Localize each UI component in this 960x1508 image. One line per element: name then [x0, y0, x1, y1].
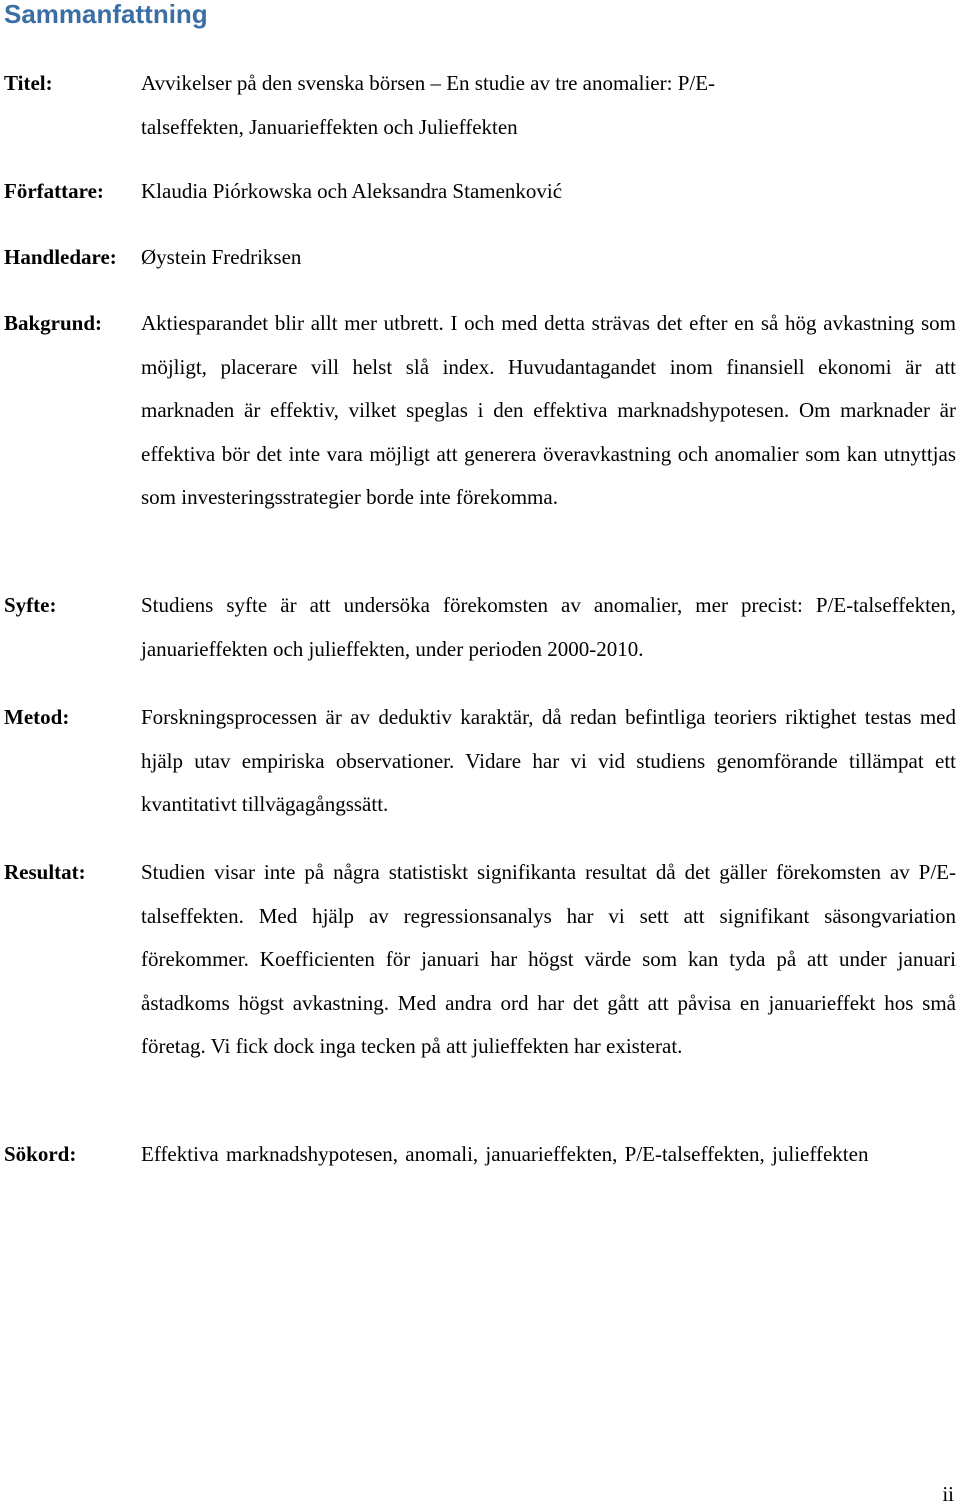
field-method [4, 696, 956, 827]
page-heading: Sammanfattning [4, 0, 208, 29]
purpose-label: Syfte: [4, 593, 57, 617]
field-supervisor [4, 236, 956, 280]
field-keywords [4, 1133, 956, 1177]
supervisor-value: Øystein Fredriksen [141, 245, 302, 269]
result-value: Studien visar inte på några statistiskt signifikanta resultat då det gäller förekomsten av P/E-talseffekten. Med hjälp av regressionsanalys har vi sett att signifikant säsongvariation förekommer. Koefficienten för januari har högst värde som kan tyda på att under januari åstadkoms högst avkastning. Med andra ord har det gått att påvisa en januarieffekt hos små företag. Vi fick dock inga tecken på att julieffekten har existerat. [141, 860, 956, 1058]
background-label: Bakgrund: [4, 311, 103, 335]
method-value: Forskningsprocessen är av deduktiv karaktär, då redan befintliga teoriers riktighet testas med hjälp utav empiriska observationer. Vidare har vi vid studiens genomförande tillämpat ett kvantitativt tillvägagångssätt. [141, 705, 956, 816]
purpose-value: Studiens syfte är att undersöka förekomsten av anomalier, mer precist: P/E-talseffekten, januarieffekten och julieffekten, under perioden 2000-2010. [141, 593, 956, 661]
supervisor-label: Handledare: [4, 245, 117, 269]
page-number: ii [942, 1482, 954, 1506]
keywords-value: Effektiva marknadshypotesen, anomali, januarieffekten, P/E-talseffekten, julieffekten [141, 1142, 869, 1166]
method-label: Metod: [4, 705, 70, 729]
authors-value: Klaudia Piórkowska och Aleksandra Stamenković [141, 179, 563, 203]
title-value [141, 62, 956, 149]
field-background [4, 302, 956, 520]
result-label: Resultat: [4, 860, 86, 884]
field-result [4, 851, 956, 1069]
title-label: Titel: [4, 71, 53, 95]
background-value: Aktiesparandet blir allt mer utbrett. I och med detta strävas det efter en så hög avkastning som möjligt, placerare vill helst slå index. Huvudantagandet inom finansiell ekonomi är att marknaden är effektiv, vilket speglas i den effektiva marknadshypotesen. Om marknader är effektiva bör det inte vara möjligt att generera överavkastning och anomalier som kan utnyttjas som investeringsstrategier borde inte förekomma. [141, 311, 956, 509]
title-line-1: Avvikelser på den svenska börsen – En studie av tre anomalier: P/E- [141, 71, 716, 95]
field-title [4, 62, 956, 149]
title-line-2: talseffekten, Januarieffekten och Julieffekten [141, 114, 518, 139]
keywords-label: Sökord: [4, 1142, 77, 1166]
field-purpose [4, 584, 956, 671]
field-authors [4, 170, 956, 214]
authors-label: Författare: [4, 179, 104, 203]
